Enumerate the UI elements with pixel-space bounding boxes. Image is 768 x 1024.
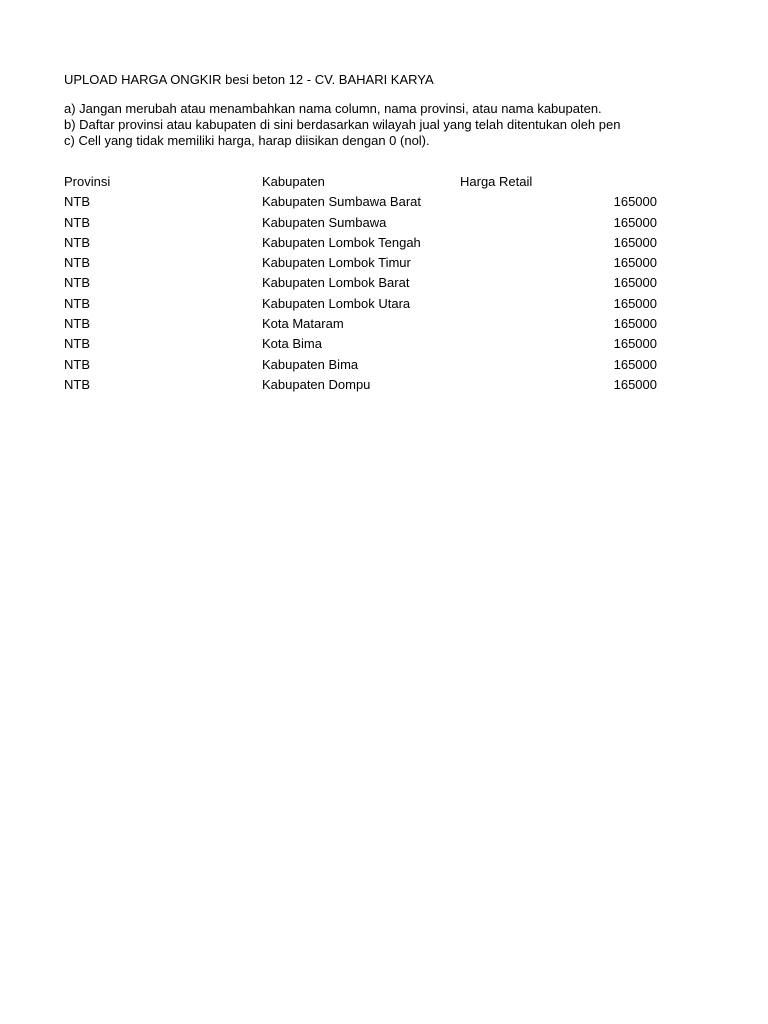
column-header-kabupaten: Kabupaten — [262, 174, 325, 189]
cell-kabupaten: Kabupaten Lombok Utara — [262, 295, 411, 311]
table-row — [64, 273, 657, 293]
cell-harga-retail: 165000 — [613, 295, 657, 311]
table-row — [64, 355, 657, 375]
page-title: UPLOAD HARGA ONGKIR besi beton 12 - CV. BAHARI KARYA — [64, 72, 434, 87]
column-header-harga-retail: Harga Retail — [460, 174, 533, 189]
cell-provinsi: NTB — [64, 316, 90, 332]
instruction-line: a) Jangan merubah atau menambahkan nama column, nama provinsi, atau nama kabupaten. — [64, 101, 602, 116]
table-row — [64, 294, 657, 314]
cell-provinsi: NTB — [64, 214, 90, 230]
cell-kabupaten: Kabupaten Lombok Tengah — [262, 234, 421, 250]
table-row — [64, 213, 657, 233]
cell-provinsi: NTB — [64, 376, 90, 392]
cell-provinsi: NTB — [64, 336, 90, 352]
instructions — [64, 101, 657, 149]
cell-kabupaten: Kabupaten Lombok Barat — [262, 275, 410, 291]
cell-kabupaten: Kabupaten Lombok Timur — [262, 255, 411, 271]
instruction-line: b) Daftar provinsi atau kabupaten di sini berdasarkan wilayah jual yang telah ditentukan oleh pen — [64, 117, 621, 132]
cell-harga-retail: 165000 — [613, 214, 657, 230]
instruction-line: c) Cell yang tidak memiliki harga, harap diisikan dengan 0 (nol). — [64, 133, 430, 148]
cell-harga-retail: 165000 — [613, 356, 657, 372]
cell-harga-retail: 165000 — [613, 275, 657, 291]
cell-kabupaten: Kabupaten Dompu — [262, 376, 371, 392]
cell-kabupaten: Kabupaten Bima — [262, 356, 359, 372]
cell-kabupaten: Kabupaten Sumbawa Barat — [262, 194, 421, 210]
cell-harga-retail: 165000 — [613, 234, 657, 250]
table-row — [64, 233, 657, 253]
cell-kabupaten: Kabupaten Sumbawa — [262, 214, 387, 230]
cell-harga-retail: 165000 — [613, 255, 657, 271]
table-row — [64, 334, 657, 354]
cell-provinsi: NTB — [64, 234, 90, 250]
cell-provinsi: NTB — [64, 295, 90, 311]
cell-provinsi: NTB — [64, 275, 90, 291]
shipping-price-table — [64, 172, 657, 395]
table-row — [64, 253, 657, 273]
table-header-row — [64, 172, 657, 192]
cell-kabupaten: Kota Mataram — [262, 316, 344, 332]
cell-harga-retail: 165000 — [613, 336, 657, 352]
table-row — [64, 192, 657, 212]
cell-harga-retail: 165000 — [613, 376, 657, 392]
cell-kabupaten: Kota Bima — [262, 336, 322, 352]
cell-provinsi: NTB — [64, 356, 90, 372]
cell-provinsi: NTB — [64, 194, 90, 210]
cell-harga-retail: 165000 — [613, 316, 657, 332]
cell-provinsi: NTB — [64, 255, 90, 271]
column-header-provinsi: Provinsi — [64, 174, 111, 189]
cell-harga-retail: 165000 — [613, 194, 657, 210]
table-row — [64, 314, 657, 334]
table-row — [64, 375, 657, 395]
